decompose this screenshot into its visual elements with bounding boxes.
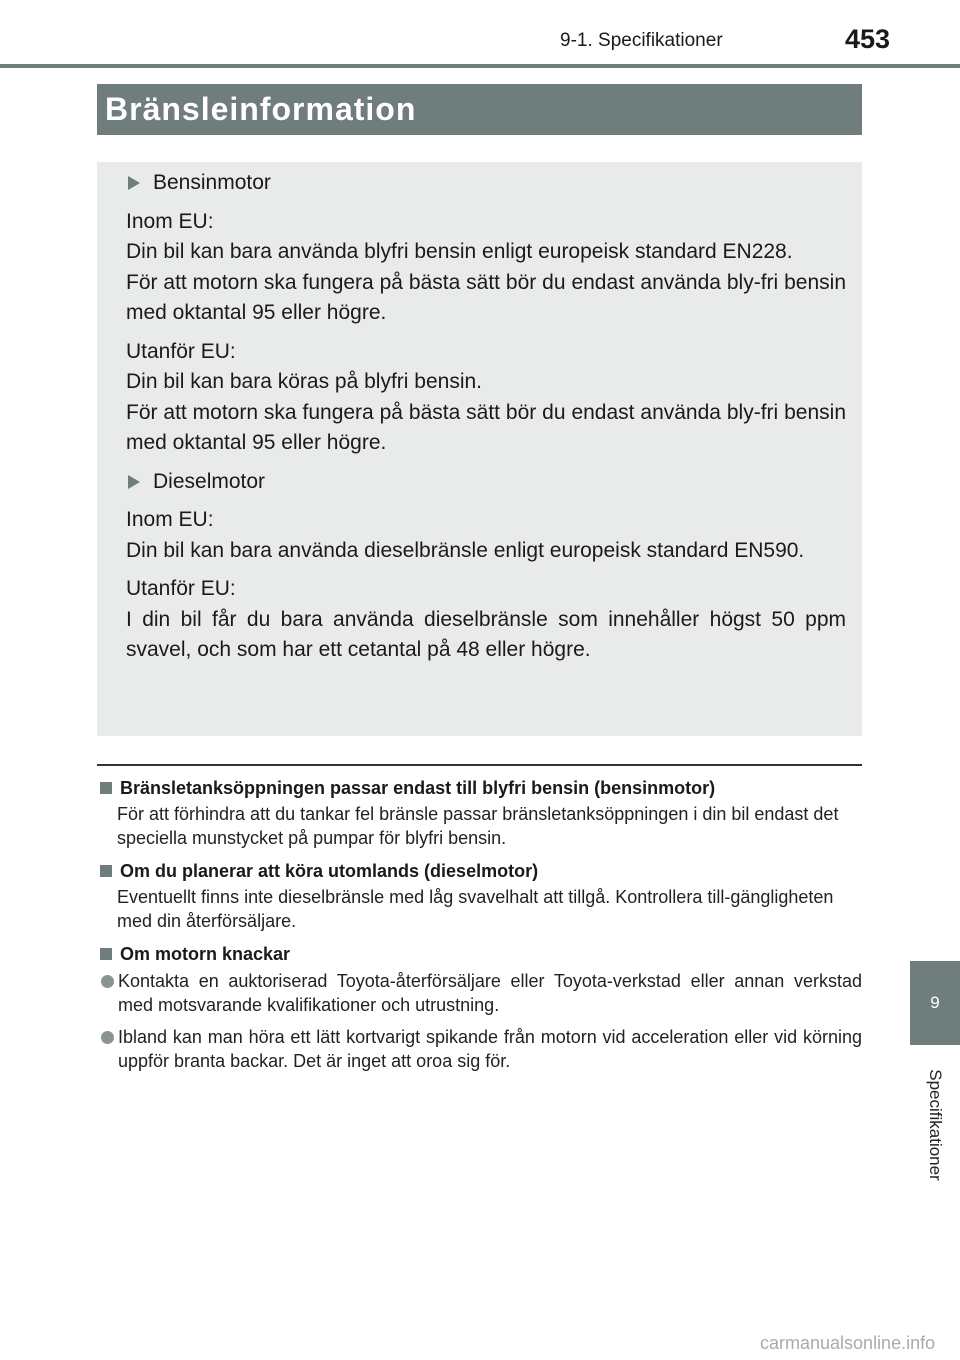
diesel-subheading: Dieselmotor <box>126 467 846 498</box>
chapter-tab[interactable]: 9 <box>910 961 960 1045</box>
petrol-subheading: Bensinmotor <box>126 168 846 199</box>
diesel-outside-eu: Utanför EU: I din bil får du bara använda dieselbränsle som innehåller högst 50 ppm svavel, och som har ett cetantal på 48 eller högre. <box>126 577 846 661</box>
page-number: 453 <box>845 24 891 54</box>
list-item: Ibland kan man höra ett lätt kortvarigt spikande från motorn vid acceleration eller vid körning uppför branta backar. Det är inget att oroa sig för. <box>101 1025 862 1073</box>
petrol-inside-eu: Inom EU: Din bil kan bara använda blyfri bensin enligt europeisk standard EN228. För att motorn ska fungera på bästa sätt bör du endast använda bly-fri bensin med oktantal 95 eller högre. <box>126 209 846 324</box>
triangle-right-icon <box>128 475 140 489</box>
note-body: Eventuellt finns inte dieselbränsle med låg svavelhalt att tillgå. Kontrollera till-gängligheten med din återförsäljare. <box>117 887 834 931</box>
triangle-right-icon <box>128 176 140 190</box>
header-section: 9-1. Specifikationer <box>560 30 723 51</box>
header-rule <box>0 64 960 68</box>
circle-bullet-icon <box>101 975 114 988</box>
circle-bullet-icon <box>101 1031 114 1044</box>
note-heading: Om motorn knackar <box>97 941 862 967</box>
note-body: För att förhindra att du tankar fel bränsle passar bränsletanksöppningen i din bil endast det speciella munstycket på pumpar för blyfri bensin. <box>117 804 839 848</box>
square-bullet-icon <box>100 865 112 877</box>
watermark: carmanualsonline.info <box>760 1333 936 1353</box>
note-heading: Bränsletanksöppningen passar endast till blyfri bensin (bensinmotor) <box>97 775 862 801</box>
chapter-label: Specifikationer <box>926 1069 945 1181</box>
page-title: Bränsleinformation <box>97 84 862 135</box>
note-heading: Om du planerar att köra utomlands (dieselmotor) <box>97 858 862 884</box>
notes-section <box>97 775 862 1081</box>
square-bullet-icon <box>100 948 112 960</box>
fuel-info-box <box>97 162 862 736</box>
notes-divider <box>97 764 862 766</box>
list-item: Kontakta en auktoriserad Toyota-återförsäljare eller Toyota-verkstad eller annan verkstad med motsvarande kvalifikationer och utrustning. <box>101 969 862 1017</box>
square-bullet-icon <box>100 782 112 794</box>
diesel-inside-eu: Inom EU: Din bil kan bara använda dieselbränsle enligt europeisk standard EN590. <box>126 508 805 562</box>
petrol-outside-eu: Utanför EU: Din bil kan bara köras på blyfri bensin. För att motorn ska fungera på bästa sätt bör du endast använda bly-fri bensin med oktantal 95 eller högre. <box>126 339 846 454</box>
